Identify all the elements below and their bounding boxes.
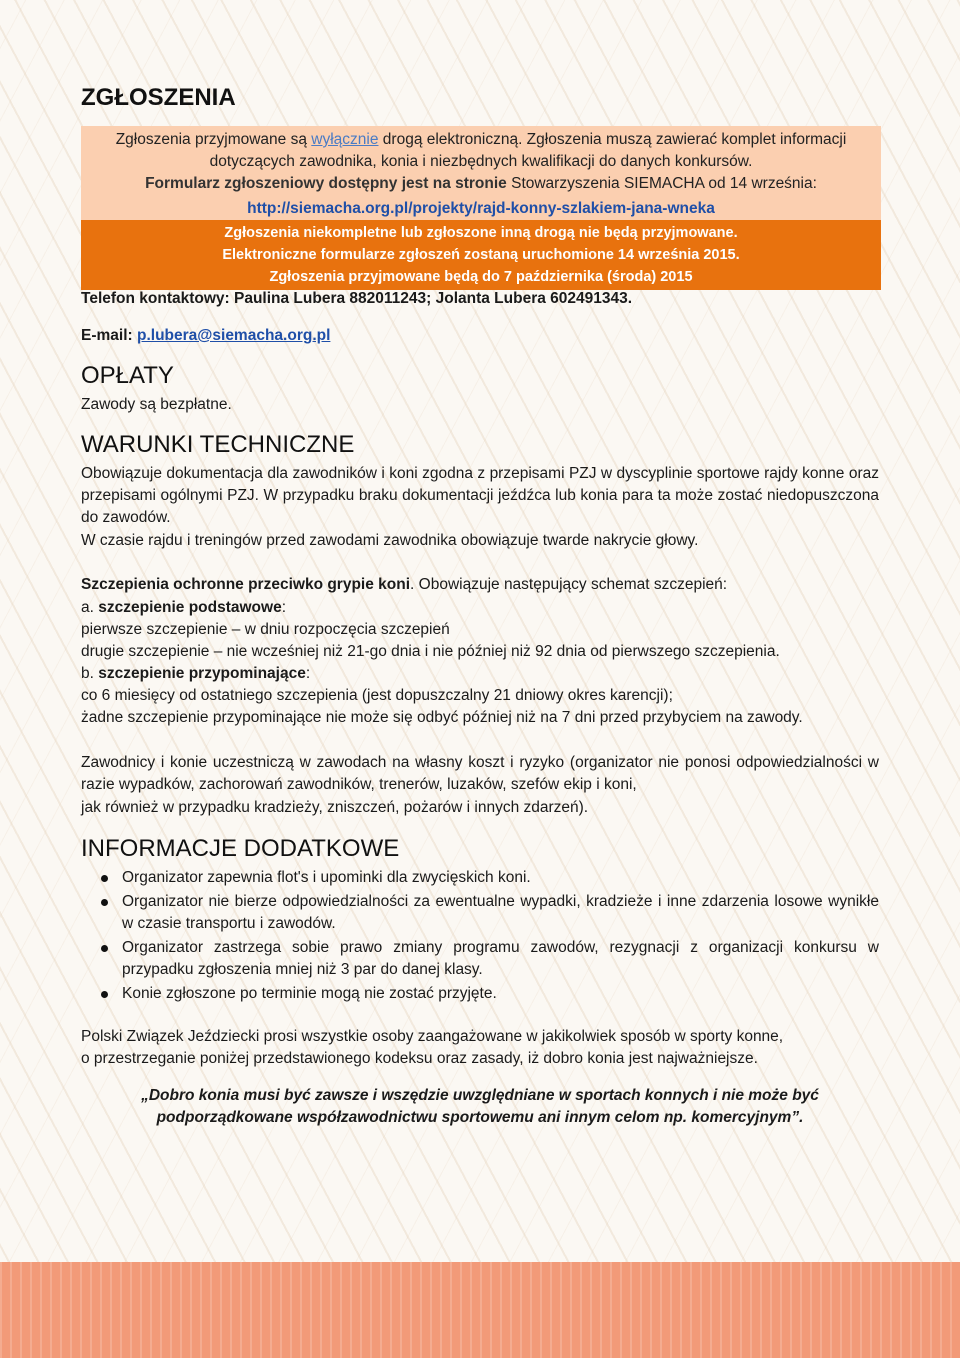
peach-line-1-start: Zgłoszenia przyjmowane są [115, 131, 312, 148]
section-title-zgloszenia: ZGŁOSZENIA [81, 84, 236, 111]
warunki-para-1: Obowiązuje dokumentacja dla zawodników i koni zgodna z przepisami PZJ w dyscyplinie sportowe rajdy konne oraz przepisami ogólnymi PZJ. W przypadku braku dokumentacji jeźdźca lub konia para ta może zostać niedopuszczona do zawodów. [81, 465, 879, 526]
footer-band [0, 1262, 960, 1358]
section-title-informacje: INFORMACJE DODATKOWE [81, 835, 400, 862]
info-bullet-list [81, 867, 879, 1007]
vaccination-b-prefix: b. [81, 665, 99, 682]
peach-line-2: dotyczących zawodnika, konia i niezbędnych kwalifikacji do danych konkursów. [209, 153, 753, 170]
vaccination-rest: . Obowiązuje następujący schemat szczepień: [410, 576, 728, 593]
peach-line-3-bold: Formularz zgłoszeniowy dostępny jest na stronie [145, 175, 507, 192]
list-item [81, 983, 879, 1005]
list-item [81, 937, 879, 981]
orange-line-1: Zgłoszenia niekompletne lub zgłoszone inną drogą nie będą przyjmowane. [224, 225, 738, 241]
bullet-icon [101, 899, 108, 906]
section-title-warunki: WARUNKI TECHNICZNE [81, 431, 355, 458]
form-url-link[interactable]: http://siemacha.org.pl/projekty/rajd-konny-szlakiem-jana-wneka [247, 200, 715, 217]
bullet-text: Organizator zapewnia flot's i upominki dla zwycięskich koni. [122, 869, 531, 886]
vaccination-bold: Szczepienia ochronne przeciwko grypie koni [81, 576, 411, 593]
contact-phone: Telefon kontaktowy: Paulina Lubera 882011243; Jolanta Lubera 602491343. [81, 290, 633, 307]
pzj-line-1: Polski Związek Jeździecki prosi wszystkie osoby zaangażowane w jakikolwiek sposób w sporty konne, [81, 1028, 784, 1045]
vaccination-a-heading [81, 597, 879, 619]
vaccination-b-heading [81, 663, 879, 685]
liability-para-1: Zawodnicy i konie uczestniczą w zawodach na własny koszt i ryzyko (organizator nie ponosi odpowiedzialności w razie wypadków, zachorowań zawodników, trenerów, luzaków, szefów ekip i koni, [81, 754, 879, 793]
oplaty-text: Zawody są bezpłatne. [81, 396, 232, 413]
orange-line-2: Elektroniczne formularze zgłoszeń zostaną uruchomione 14 września 2015. [222, 247, 740, 263]
email-link[interactable]: p.lubera@siemacha.org.pl [136, 327, 331, 344]
bullet-icon [101, 991, 108, 998]
contact-email [81, 327, 330, 345]
vaccination-a-suffix: : [281, 599, 287, 616]
bullet-text: Organizator nie bierze odpowiedzialności za ewentualne wypadki, kradzieże i inne zdarzenia losowe wynikłe w czasie transportu i zawodów. [122, 893, 879, 932]
vaccination-heading [81, 574, 879, 596]
vaccination-b-line-2: żadne szczepienie przypominające nie może się odbyć później niż na 7 dni przed przybyciem na zawody. [81, 709, 803, 726]
email-label: E-mail: [81, 327, 137, 344]
vaccination-a-bold: szczepienie podstawowe [98, 599, 282, 616]
peach-line-1-end: drogą elektroniczną. Zgłoszenia muszą zawierać komplet informacji [378, 131, 847, 148]
warunki-para-2: W czasie rajdu i treningów przed zawodami zawodnika obowiązuje twarde nakrycie głowy. [81, 532, 699, 549]
orange-line-3: Zgłoszenia przyjmowane będą do 7 października (środa) 2015 [269, 269, 693, 285]
vaccination-a-prefix: a. [81, 599, 99, 616]
peach-line-3 [81, 173, 881, 195]
bullet-icon [101, 945, 108, 952]
vaccination-b-suffix: : [305, 665, 311, 682]
vaccination-b-line-1: co 6 miesięcy od ostatniego szczepienia (jest dopuszczalny 21 dniowy okres karencji); [81, 687, 673, 704]
list-item [81, 891, 879, 935]
bullet-icon [101, 875, 108, 882]
quote-line-1: „Dobro konia musi być zawsze i wszędzie uwzględniane w sportach konnych i nie może być [141, 1087, 819, 1104]
liability-para-2: jak również w przypadku kradzieży, zniszczeń, pożarów i innych zdarzeń). [81, 799, 589, 816]
info-box-peach [81, 126, 881, 220]
pzj-line-2: o przestrzeganie poniżej przedstawionego kodeksu oraz zasady, iż dobro konia jest najważniejsze. [81, 1050, 758, 1067]
vaccination-a-line-1: pierwsze szczepienie – w dniu rozpoczęcia szczepień [81, 621, 450, 638]
bullet-text: Konie zgłoszone po terminie mogą nie zostać przyjęte. [122, 985, 497, 1002]
vaccination-b-bold: szczepienie przypominające [98, 665, 306, 682]
vaccination-a-line-2: drugie szczepienie – nie wcześniej niż 21-go dnia i nie później niż 92 dnia od pierwszego szczepienia. [81, 643, 780, 660]
peach-line-3-rest: Stowarzyszenia SIEMACHA od 14 września: [506, 175, 817, 192]
info-box-orange [81, 220, 881, 290]
link-wylacznie[interactable]: wyłącznie [311, 131, 379, 148]
list-item [81, 867, 879, 889]
peach-line-1 [81, 129, 881, 151]
section-title-oplaty: OPŁATY [81, 362, 174, 389]
bullet-text: Organizator zastrzega sobie prawo zmiany programu zawodów, rezygnacji z organizacji konkursu w przypadku zgłoszenia mniej niż 3 par do danej klasy. [122, 939, 879, 978]
quote-line-2: podporządkowane współzawodnictwu sportowemu ani innym celom np. komercyjnym”. [156, 1109, 804, 1126]
